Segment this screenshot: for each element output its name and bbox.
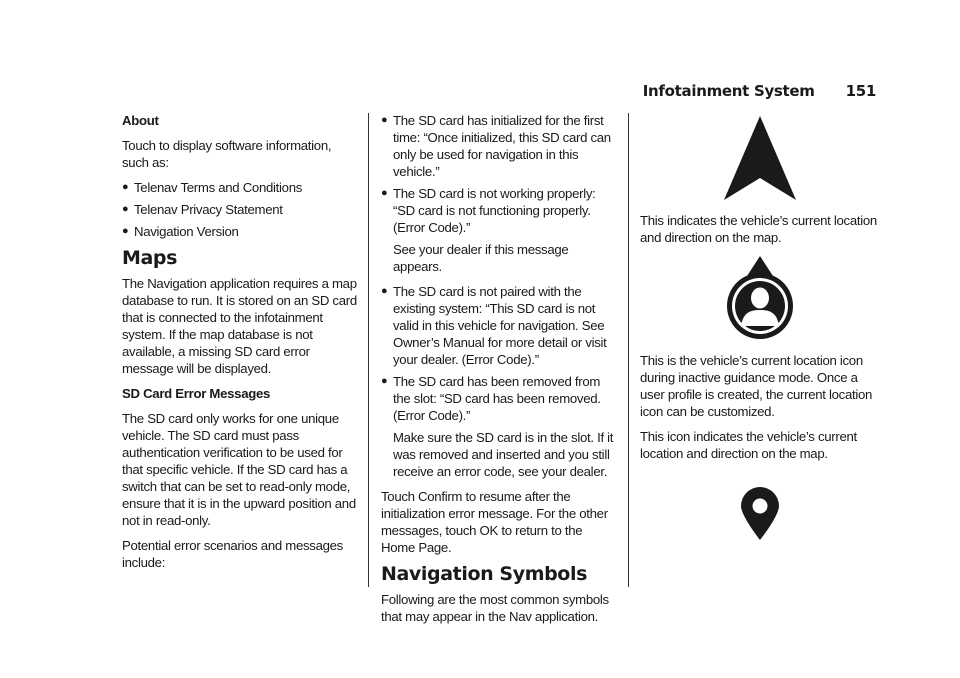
maps-heading: Maps: [122, 247, 178, 269]
column-middle: [381, 112, 618, 633]
page-header: [643, 82, 876, 100]
navigation-arrow-icon: [720, 114, 800, 202]
pin-description: This icon indicates the vehicle’s current location and direction on the map.: [640, 429, 857, 461]
list-item: ● The SD card has initialized for the first time: “Once initialized, this SD card can only be used for navigation in this vehicle.”: [381, 113, 611, 179]
bullet-icon: ●: [122, 181, 129, 193]
sd-card-errors-heading: SD Card Error Messages: [122, 386, 271, 401]
list-item: ● The SD card is not working properly: “SD card is not functioning properly. (Error Code).”: [381, 186, 596, 235]
nav-symbols-text: Following are the most common symbols that may appear in the Nav application.: [381, 592, 609, 624]
arrow-description: This indicates the vehicle’s current location and direction on the map.: [640, 213, 877, 245]
profile-description: This is the vehicle’s current location icon during inactive guidance mode. Once a user profile is created, the current location icon can be customized.: [640, 353, 873, 419]
confirm-text: Touch Confirm to resume after the initialization error message. For the other messages, touch OK to return to the Home Page.: [381, 489, 608, 555]
column-divider: [368, 113, 369, 587]
bullet-icon: ●: [381, 187, 388, 199]
list-item: ● Telenav Privacy Statement: [122, 202, 283, 217]
map-pin-icon: [738, 486, 782, 542]
bullet-icon: ●: [381, 114, 388, 126]
list-item: ● The SD card is not paired with the existing system: “This SD card is not valid in this vehicle for navigation. See Owner’s Manual for more detail or visit your dealer. (Error Code).”: [381, 284, 607, 367]
column-divider: [628, 113, 629, 587]
column-left: [122, 112, 357, 579]
bullet-icon: ●: [122, 225, 129, 237]
list-item: ● Navigation Version: [122, 224, 239, 239]
list-item: ● The SD card has been removed from the slot: “SD card has been removed. (Error Code).”: [381, 374, 601, 423]
note-dealer: See your dealer if this message appears.: [393, 242, 569, 274]
column-right: [640, 112, 880, 542]
section-title: Infotainment System: [642, 82, 815, 100]
navigation-symbols-heading: Navigation Symbols: [381, 563, 587, 585]
about-text: Touch to display software information, such as:: [122, 138, 332, 170]
bullet-icon: ●: [381, 285, 388, 297]
bullet-icon: ●: [381, 375, 388, 387]
note-slot: Make sure the SD card is in the slot. If it was removed and inserted and you still receive an error code, see your dealer.: [393, 430, 614, 479]
page-number: 151: [845, 82, 876, 100]
bullet-icon: ●: [122, 203, 129, 215]
maps-text: The Navigation application requires a map database to run. It is stored on an SD card that is connected to the infotainment system. If the map database is not available, a missing SD card error message will be displayed.: [122, 276, 357, 376]
sd-card-text: The SD card only works for one unique vehicle. The SD card must pass authentication verification to be used for that specific vehicle. If the SD card has a switch that can be set to read-only mode, ensure that it is in the upward position and not in read-only.: [122, 411, 356, 528]
scenarios-text: Potential error scenarios and messages include:: [122, 538, 343, 570]
about-heading: About: [122, 113, 159, 128]
user-profile-location-icon: [725, 254, 795, 344]
list-item: ● Telenav Terms and Conditions: [122, 180, 303, 195]
